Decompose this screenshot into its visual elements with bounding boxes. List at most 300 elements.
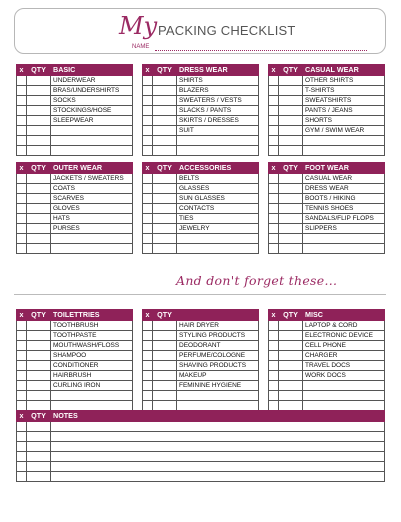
check-cell[interactable] — [143, 194, 153, 204]
qty-cell[interactable] — [27, 422, 51, 432]
qty-column-header: QTY — [27, 163, 51, 174]
check-cell[interactable] — [269, 391, 279, 401]
qty-cell[interactable] — [27, 452, 51, 462]
check-cell[interactable] — [269, 116, 279, 126]
check-cell[interactable] — [143, 76, 153, 86]
basic-table — [16, 64, 133, 156]
table-row — [143, 214, 259, 224]
item-label: HATS — [51, 214, 133, 224]
qty-cell[interactable] — [279, 76, 303, 86]
table-row — [17, 224, 133, 234]
table-row — [269, 381, 385, 391]
x-column-header: x — [17, 65, 27, 76]
check-cell[interactable] — [17, 106, 27, 116]
check-cell[interactable] — [17, 136, 27, 146]
table-row — [17, 381, 133, 391]
table-header-row — [143, 163, 259, 174]
item-label: STYLING PRODUCTS — [177, 331, 259, 341]
qty-cell[interactable] — [279, 351, 303, 361]
qty-cell[interactable] — [279, 116, 303, 126]
qty-cell[interactable] — [27, 86, 51, 96]
qty-cell[interactable] — [153, 106, 177, 116]
qty-cell[interactable] — [27, 361, 51, 371]
qty-cell[interactable] — [279, 224, 303, 234]
item-label[interactable] — [177, 234, 259, 244]
check-cell[interactable] — [143, 401, 153, 411]
check-cell[interactable] — [17, 462, 27, 472]
page-title: PACKING CHECKLIST — [158, 23, 296, 38]
table-row — [269, 184, 385, 194]
item-label[interactable] — [303, 234, 385, 244]
check-cell[interactable] — [17, 126, 27, 136]
item-label: STOCKINGS/HOSE — [51, 106, 133, 116]
qty-cell[interactable] — [27, 234, 51, 244]
check-cell[interactable] — [143, 244, 153, 254]
table-row — [143, 371, 259, 381]
qty-cell[interactable] — [153, 96, 177, 106]
qty-cell[interactable] — [279, 331, 303, 341]
table-header-row — [17, 411, 385, 422]
table-header-row — [143, 310, 259, 321]
qty-cell[interactable] — [27, 432, 51, 442]
item-label[interactable] — [51, 234, 133, 244]
item-label: SLACKS / PANTS — [177, 106, 259, 116]
qty-cell[interactable] — [27, 331, 51, 341]
item-label: SLIPPERS — [303, 224, 385, 234]
check-cell[interactable] — [17, 361, 27, 371]
table-row — [17, 432, 385, 442]
name-field[interactable] — [155, 50, 367, 51]
section-title: DRESS WEAR — [177, 65, 259, 76]
qty-cell[interactable] — [153, 234, 177, 244]
header-box — [14, 8, 386, 54]
item-label: HAIR DRYER — [177, 321, 259, 331]
qty-column-header: QTY — [27, 65, 51, 76]
qty-cell[interactable] — [279, 214, 303, 224]
check-cell[interactable] — [143, 391, 153, 401]
check-cell[interactable] — [269, 341, 279, 351]
item-label: CHARGER — [303, 351, 385, 361]
table-row — [269, 371, 385, 381]
table-row — [143, 321, 259, 331]
qty-cell[interactable] — [279, 381, 303, 391]
check-cell[interactable] — [269, 76, 279, 86]
section-divider — [14, 294, 386, 295]
check-cell[interactable] — [143, 96, 153, 106]
item-label[interactable] — [303, 391, 385, 401]
check-cell[interactable] — [17, 184, 27, 194]
table-row — [269, 401, 385, 411]
qty-cell[interactable] — [27, 341, 51, 351]
qty-cell[interactable] — [279, 86, 303, 96]
qty-column-header: QTY — [279, 310, 303, 321]
qty-cell[interactable] — [153, 86, 177, 96]
item-label[interactable] — [51, 442, 385, 452]
check-cell[interactable] — [269, 126, 279, 136]
x-column-header: x — [143, 65, 153, 76]
qty-cell[interactable] — [27, 174, 51, 184]
check-cell[interactable] — [143, 371, 153, 381]
item-label: JEWELRY — [177, 224, 259, 234]
qty-column-header: QTY — [153, 310, 177, 321]
qty-cell[interactable] — [279, 244, 303, 254]
check-cell[interactable] — [17, 341, 27, 351]
table-row — [143, 194, 259, 204]
table-row — [17, 174, 133, 184]
qty-cell[interactable] — [27, 462, 51, 472]
check-cell[interactable] — [17, 234, 27, 244]
table-row — [17, 351, 133, 361]
item-label[interactable] — [177, 136, 259, 146]
item-label[interactable] — [303, 146, 385, 156]
qty-cell[interactable] — [27, 136, 51, 146]
notes-table — [16, 410, 385, 482]
item-label[interactable] — [177, 244, 259, 254]
check-cell[interactable] — [17, 76, 27, 86]
qty-cell[interactable] — [279, 146, 303, 156]
check-cell[interactable] — [143, 361, 153, 371]
qty-cell[interactable] — [27, 126, 51, 136]
item-label[interactable] — [51, 126, 133, 136]
qty-cell[interactable] — [279, 136, 303, 146]
check-cell[interactable] — [17, 351, 27, 361]
item-label: SHORTS — [303, 116, 385, 126]
check-cell[interactable] — [17, 194, 27, 204]
qty-cell[interactable] — [153, 381, 177, 391]
item-label[interactable] — [303, 381, 385, 391]
check-cell[interactable] — [17, 381, 27, 391]
check-cell[interactable] — [269, 331, 279, 341]
check-cell[interactable] — [143, 184, 153, 194]
check-cell[interactable] — [17, 401, 27, 411]
table-row — [17, 442, 385, 452]
item-label[interactable] — [51, 422, 385, 432]
casual-wear-table — [268, 64, 385, 156]
qty-cell[interactable] — [153, 146, 177, 156]
item-label: CELL PHONE — [303, 341, 385, 351]
qty-column-header: QTY — [279, 65, 303, 76]
qty-cell[interactable] — [279, 401, 303, 411]
qty-cell[interactable] — [153, 401, 177, 411]
qty-cell[interactable] — [153, 76, 177, 86]
accessories-table — [142, 162, 259, 254]
check-cell[interactable] — [17, 452, 27, 462]
check-cell[interactable] — [143, 136, 153, 146]
check-cell[interactable] — [269, 234, 279, 244]
check-cell[interactable] — [269, 321, 279, 331]
qty-cell[interactable] — [279, 361, 303, 371]
table-row — [143, 204, 259, 214]
qty-cell[interactable] — [279, 391, 303, 401]
table-row — [143, 224, 259, 234]
item-label[interactable] — [51, 452, 385, 462]
qty-cell[interactable] — [279, 234, 303, 244]
qty-cell[interactable] — [27, 472, 51, 482]
item-label[interactable] — [303, 244, 385, 254]
check-cell[interactable] — [269, 86, 279, 96]
item-label[interactable] — [51, 432, 385, 442]
check-cell[interactable] — [269, 194, 279, 204]
check-cell[interactable] — [17, 331, 27, 341]
x-column-header: x — [269, 65, 279, 76]
qty-cell[interactable] — [27, 96, 51, 106]
check-cell[interactable] — [143, 126, 153, 136]
qty-cell[interactable] — [153, 136, 177, 146]
qty-cell[interactable] — [279, 194, 303, 204]
item-label: SHAMPOO — [51, 351, 133, 361]
item-label[interactable] — [51, 391, 133, 401]
check-cell[interactable] — [17, 442, 27, 452]
table-row — [17, 146, 133, 156]
check-cell[interactable] — [17, 244, 27, 254]
check-cell[interactable] — [17, 422, 27, 432]
item-label[interactable] — [51, 244, 133, 254]
table-row — [17, 391, 133, 401]
item-label: OTHER SHIRTS — [303, 76, 385, 86]
item-label: GYM / SWIM WEAR — [303, 126, 385, 136]
item-label: GLOVES — [51, 204, 133, 214]
check-cell[interactable] — [269, 214, 279, 224]
table-row — [143, 341, 259, 351]
table-row — [17, 136, 133, 146]
table-row — [17, 341, 133, 351]
qty-cell[interactable] — [27, 381, 51, 391]
qty-cell[interactable] — [27, 146, 51, 156]
qty-cell[interactable] — [153, 194, 177, 204]
item-label: SUN GLASSES — [177, 194, 259, 204]
item-label: SLEEPWEAR — [51, 116, 133, 126]
table-row — [269, 146, 385, 156]
table-row — [17, 76, 133, 86]
qty-cell[interactable] — [153, 371, 177, 381]
item-label: SANDALS/FLIP FLOPS — [303, 214, 385, 224]
qty-cell[interactable] — [153, 361, 177, 371]
table-row — [17, 472, 385, 482]
qty-cell[interactable] — [27, 116, 51, 126]
table-row — [17, 371, 133, 381]
item-label[interactable] — [51, 146, 133, 156]
check-cell[interactable] — [17, 391, 27, 401]
check-cell[interactable] — [143, 331, 153, 341]
check-cell[interactable] — [143, 381, 153, 391]
item-label: T-SHIRTS — [303, 86, 385, 96]
item-label[interactable] — [51, 136, 133, 146]
item-label: LAPTOP & CORD — [303, 321, 385, 331]
table-row — [269, 194, 385, 204]
qty-column-header: QTY — [153, 163, 177, 174]
item-label[interactable] — [177, 391, 259, 401]
item-label[interactable] — [51, 472, 385, 482]
check-cell[interactable] — [143, 321, 153, 331]
qty-cell[interactable] — [27, 321, 51, 331]
check-cell[interactable] — [17, 96, 27, 106]
table-row — [17, 194, 133, 204]
item-label: FEMININE HYGIENE — [177, 381, 259, 391]
check-cell[interactable] — [17, 432, 27, 442]
check-cell[interactable] — [143, 86, 153, 96]
qty-cell[interactable] — [153, 214, 177, 224]
item-label: SWEATSHIRTS — [303, 96, 385, 106]
table-row — [143, 116, 259, 126]
qty-cell[interactable] — [27, 214, 51, 224]
item-label: PANTS / JEANS — [303, 106, 385, 116]
check-cell[interactable] — [269, 381, 279, 391]
check-cell[interactable] — [143, 204, 153, 214]
qty-cell[interactable] — [27, 76, 51, 86]
qty-cell[interactable] — [279, 184, 303, 194]
table-row — [17, 331, 133, 341]
check-cell[interactable] — [269, 184, 279, 194]
check-cell[interactable] — [17, 214, 27, 224]
qty-cell[interactable] — [153, 204, 177, 214]
table-row — [269, 321, 385, 331]
table-row — [143, 381, 259, 391]
qty-cell[interactable] — [153, 391, 177, 401]
x-column-header: x — [17, 310, 27, 321]
item-label: TOOTHBRUSH — [51, 321, 133, 331]
table-row — [143, 136, 259, 146]
qty-column-header: QTY — [27, 411, 51, 422]
qty-cell[interactable] — [27, 224, 51, 234]
item-label: MOUTHWASH/FLOSS — [51, 341, 133, 351]
section-title — [177, 310, 259, 321]
table-row — [143, 174, 259, 184]
x-column-header: x — [143, 163, 153, 174]
qty-cell[interactable] — [27, 184, 51, 194]
check-cell[interactable] — [269, 351, 279, 361]
table-row — [17, 244, 133, 254]
check-cell[interactable] — [269, 224, 279, 234]
table-row — [143, 126, 259, 136]
qty-cell[interactable] — [27, 244, 51, 254]
check-cell[interactable] — [143, 234, 153, 244]
table-row — [269, 86, 385, 96]
table-row — [143, 391, 259, 401]
qty-cell[interactable] — [27, 371, 51, 381]
check-cell[interactable] — [143, 351, 153, 361]
item-label[interactable] — [51, 462, 385, 472]
toiletries-table — [16, 309, 133, 411]
check-cell[interactable] — [269, 401, 279, 411]
qty-cell[interactable] — [279, 174, 303, 184]
check-cell[interactable] — [17, 204, 27, 214]
table-header-row — [17, 163, 133, 174]
item-label: PERFUME/COLOGNE — [177, 351, 259, 361]
item-label[interactable] — [177, 146, 259, 156]
table-row — [269, 106, 385, 116]
item-label[interactable] — [177, 401, 259, 411]
table-row — [17, 106, 133, 116]
check-cell[interactable] — [143, 106, 153, 116]
table-header-row — [269, 310, 385, 321]
qty-cell[interactable] — [153, 116, 177, 126]
check-cell[interactable] — [269, 204, 279, 214]
script-my-text: My — [119, 12, 158, 40]
check-cell[interactable] — [17, 116, 27, 126]
check-cell[interactable] — [143, 214, 153, 224]
qty-cell[interactable] — [27, 194, 51, 204]
check-cell[interactable] — [17, 472, 27, 482]
check-cell[interactable] — [17, 86, 27, 96]
table-row — [143, 146, 259, 156]
table-row — [269, 341, 385, 351]
table-row — [143, 96, 259, 106]
qty-cell[interactable] — [279, 341, 303, 351]
table-row — [269, 361, 385, 371]
check-cell[interactable] — [269, 244, 279, 254]
qty-cell[interactable] — [153, 331, 177, 341]
qty-cell[interactable] — [27, 442, 51, 452]
qty-cell[interactable] — [27, 391, 51, 401]
check-cell[interactable] — [143, 341, 153, 351]
check-cell[interactable] — [269, 96, 279, 106]
qty-cell[interactable] — [153, 244, 177, 254]
table-row — [143, 106, 259, 116]
table-row — [143, 351, 259, 361]
check-cell[interactable] — [17, 174, 27, 184]
qty-cell[interactable] — [279, 321, 303, 331]
section-title: BASIC — [51, 65, 133, 76]
qty-cell[interactable] — [27, 204, 51, 214]
check-cell[interactable] — [143, 174, 153, 184]
check-cell[interactable] — [269, 174, 279, 184]
check-cell[interactable] — [269, 136, 279, 146]
qty-cell[interactable] — [153, 126, 177, 136]
qty-cell[interactable] — [153, 321, 177, 331]
table-header-row — [269, 163, 385, 174]
qty-cell[interactable] — [27, 351, 51, 361]
check-cell[interactable] — [143, 146, 153, 156]
check-cell[interactable] — [143, 224, 153, 234]
qty-cell[interactable] — [279, 371, 303, 381]
qty-cell[interactable] — [279, 106, 303, 116]
qty-cell[interactable] — [153, 351, 177, 361]
qty-cell[interactable] — [153, 174, 177, 184]
check-cell[interactable] — [17, 224, 27, 234]
check-cell[interactable] — [269, 146, 279, 156]
qty-cell[interactable] — [27, 106, 51, 116]
qty-cell[interactable] — [153, 184, 177, 194]
forget-tagline: And don't forget these... — [176, 273, 338, 288]
check-cell[interactable] — [17, 321, 27, 331]
check-cell[interactable] — [269, 371, 279, 381]
qty-cell[interactable] — [27, 401, 51, 411]
check-cell[interactable] — [17, 146, 27, 156]
qty-column-header: QTY — [279, 163, 303, 174]
item-label: SHAVING PRODUCTS — [177, 361, 259, 371]
table-row — [17, 321, 133, 331]
check-cell[interactable] — [17, 371, 27, 381]
qty-cell[interactable] — [279, 126, 303, 136]
qty-cell[interactable] — [153, 224, 177, 234]
item-label[interactable] — [51, 401, 133, 411]
check-cell[interactable] — [269, 106, 279, 116]
check-cell[interactable] — [269, 361, 279, 371]
table-row — [17, 126, 133, 136]
item-label: BOOTS / HIKING — [303, 194, 385, 204]
item-label[interactable] — [303, 136, 385, 146]
table-row — [17, 401, 133, 411]
qty-cell[interactable] — [153, 341, 177, 351]
qty-cell[interactable] — [279, 204, 303, 214]
item-label: DEODORANT — [177, 341, 259, 351]
item-label[interactable] — [303, 401, 385, 411]
table-row — [269, 351, 385, 361]
table-row — [269, 126, 385, 136]
section-title: TOILETTRIES — [51, 310, 133, 321]
check-cell[interactable] — [143, 116, 153, 126]
qty-cell[interactable] — [279, 96, 303, 106]
